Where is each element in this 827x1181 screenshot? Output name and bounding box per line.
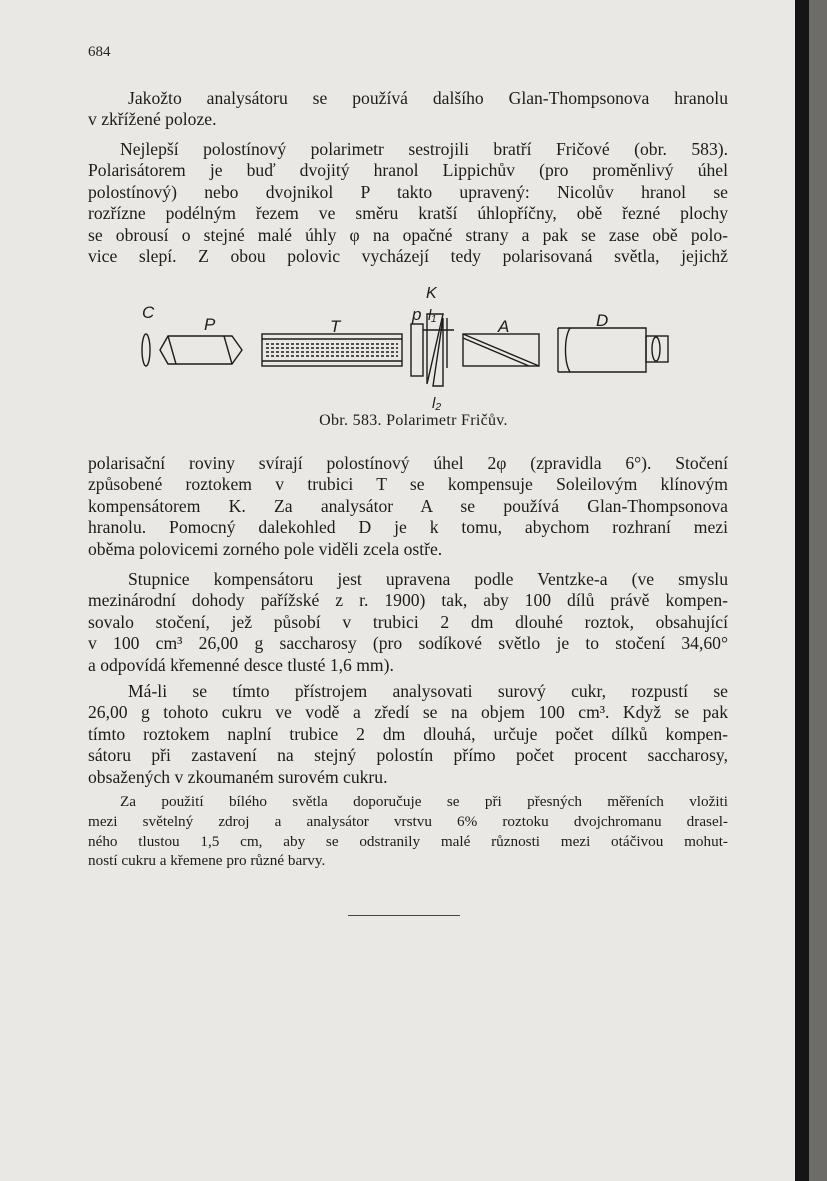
page-edge-shadow: [795, 0, 809, 1181]
paragraph-4: [88, 569, 728, 676]
text-line: Jakožto analysátoru se používá dalšího Glan-Thompsonova hranolu: [128, 88, 728, 108]
text-line: sátoru při zastavení na stejný polostín přímo počet procent saccharosy,: [88, 745, 728, 766]
text-line: mezi světelný zdroj a analysátor vrstvu 6% roztoku dvojchromanu drasel-: [88, 812, 728, 830]
quartz-plate: [411, 324, 423, 376]
label-p: p: [412, 305, 422, 324]
paragraph-5: [88, 681, 728, 788]
label-l1: l₁: [428, 307, 437, 324]
telescope: [558, 328, 668, 372]
section-divider: [348, 915, 460, 916]
label-l2: l₂: [432, 395, 442, 412]
label-T: T: [330, 317, 341, 336]
paragraph-3: [88, 453, 728, 560]
label-D: D: [596, 311, 609, 330]
text-line: způsobené roztokem v trubici T se kompensuje Soleilovým klínovým: [88, 474, 728, 495]
paragraph-6-note: [88, 792, 728, 871]
wedge-compensator: [423, 314, 454, 386]
text-line: kompensátorem K. Za analysátor A se používá Glan-Thompsonova: [88, 495, 728, 516]
polarizer-prism: [160, 336, 242, 364]
text-line: mezinárodní dohody pařížské z r. 1900) tak, aby 100 dílů právě kompen-: [88, 590, 728, 611]
text-line: Za použití bílého světla doporučuje se při přesných měřeních vložiti: [120, 793, 728, 810]
paragraph-1: [88, 88, 728, 131]
text-line: Stupnice kompensátoru jest upravena podle Ventzke-a (ve smyslu: [128, 569, 728, 589]
sample-tube: [262, 334, 402, 366]
text-line: tímto roztokem naplní trubice 2 dm dlouhá, určuje počet dílků kompen-: [88, 723, 728, 744]
text-line: ností cukru a křemene pro různé barvy.: [88, 852, 326, 870]
light-source-lens: [142, 334, 150, 366]
text-line: v 100 cm³ 26,00 g saccharosy (pro sodíkové světlo je to stočení 34,60°: [88, 633, 728, 654]
page-number: 684: [88, 44, 111, 60]
text-line: Má-li se tímto přístrojem analysovati surový cukr, rozpustí se: [128, 681, 728, 701]
text-line: oběma polovicemi zorného pole viděli zcela ostře.: [88, 538, 443, 559]
paragraph-2: [88, 139, 728, 267]
text-line: ného tlustou 1,5 cm, aby se odstranily malé různosti mezi otáčivou mohut-: [88, 832, 728, 850]
text-line: se obrousí o stejné malé úhly φ na opačné strany a pak se zase obě polo-: [88, 224, 728, 245]
text-line: vice slepí. Z obou polovic vycházejí tedy polarisovaná světla, jejichž: [88, 246, 728, 267]
text-line: rozřízne podélným řezem ve směru kratší úhlopříčny, obě řezné plochy: [88, 203, 728, 224]
text-line: 26,00 g tohoto cukru ve vodě a zředí se na objem 100 cm³. Když se pak: [88, 702, 728, 723]
figure-caption: [0, 412, 827, 430]
text-line: a odpovídá křemenné desce tlusté 1,6 mm).: [88, 654, 394, 675]
label-A: A: [498, 317, 510, 336]
text-line: obsažených v zkoumaném surovém cukru.: [88, 766, 388, 787]
text-line: Polarisátorem je buď dvojitý hranol Lippichův (pro proměnlivý úhel: [88, 160, 728, 181]
label-P: P: [204, 315, 216, 334]
label-K: K: [426, 285, 437, 302]
text-line: Nejlepší polostínový polarimetr sestrojili bratří Fričové (obr. 583).: [120, 139, 728, 159]
text-line: polostínový) nebo dvojnikol P takto upravený: Nicolův hranol se: [88, 181, 728, 202]
text-line: hranolu. Pomocný dalekohled D je k tomu, abychom rozhraní mezi: [88, 517, 728, 538]
figure-caption-text: Obr. 583. Polarimetr Fričův.: [319, 412, 508, 429]
text-line: v zkřížené poloze.: [88, 109, 217, 130]
text-line: sovalo stočení, jež působí v trubici 2 dm dlouhé roztok, obsahující: [88, 611, 728, 632]
analyzer-prism: [463, 334, 539, 366]
label-C: C: [142, 303, 155, 322]
text-line: polarisační roviny svírají polostínový úhel 2φ (zpravidla 6°). Stočení: [88, 453, 728, 473]
page-edge-binding: [809, 0, 827, 1181]
